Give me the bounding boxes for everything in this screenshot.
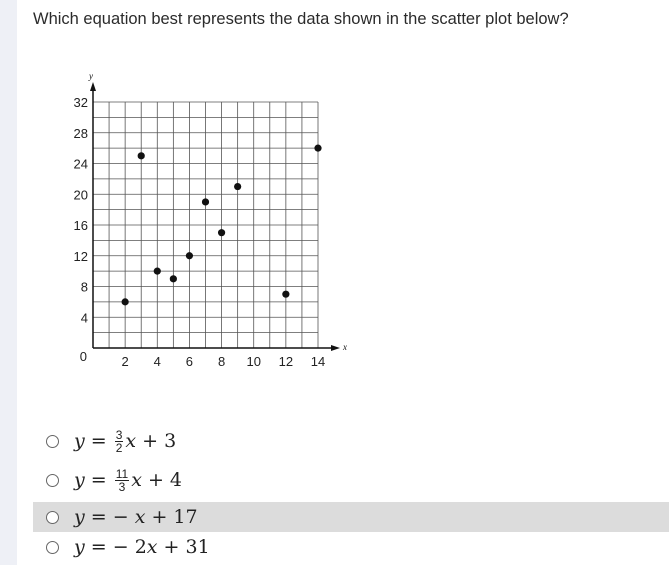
y-axis-label: y [89,71,93,81]
x-axis-label: x [343,342,347,352]
eq-variable: x [131,469,142,491]
y-tick-label: 4 [80,310,88,326]
radio-button[interactable] [46,511,59,524]
y-tick-label: 12 [73,248,88,264]
eq-variable: x [134,506,146,528]
equation [74,536,210,558]
eq-equals: = [84,430,113,452]
y-tick-label: 24 [73,156,88,172]
choice-4[interactable] [33,532,669,562]
eq-lhs: y [74,430,85,452]
choice-3[interactable] [33,502,669,532]
answer-choices [33,426,669,562]
x-tick-label: 4 [153,354,161,369]
data-point [314,145,321,152]
radio-button[interactable] [46,435,59,448]
y-tick-label: 32 [73,95,88,110]
y-tick-label: 28 [73,125,88,141]
y-tick-label: 20 [73,187,88,203]
fraction-numerator: 3 [115,427,123,442]
eq-lhs: y [74,506,85,528]
y-tick-label: 16 [73,218,88,233]
x-tick-label: 8 [217,354,226,369]
x-tick-label: 14 [310,354,326,369]
equation [74,506,198,528]
x-tick-label: 2 [121,354,129,369]
origin-label: 0 [79,349,87,364]
eq-variable: x [146,536,158,558]
data-point [234,183,241,190]
eq-lhs: y [74,536,85,558]
data-point [218,229,225,236]
x-tick-label: 12 [278,354,294,369]
eq-rest: + 4 [141,469,183,491]
data-point [122,298,129,305]
radio-button[interactable] [46,474,59,487]
fraction-denominator: 3 [118,479,126,494]
eq-rest: + 3 [136,430,177,452]
radio-button[interactable] [46,541,59,554]
equation [74,468,182,493]
eq-neg: − [112,506,135,528]
scatter-plot [60,70,360,380]
x-axis-arrow [331,345,340,351]
choice-2[interactable] [33,465,669,495]
x-tick-label: 6 [185,354,194,369]
eq-neg: − 2 [112,536,147,558]
question-text: Which equation best represents the data shown in the scatter plot below? [33,10,569,28]
eq-equals: = [84,536,113,558]
fraction [115,468,129,493]
left-sidebar-strip [0,0,17,565]
x-tick-label: 10 [246,354,261,369]
fraction-denominator: 2 [115,440,123,455]
eq-rest: + 31 [157,536,210,558]
eq-variable: x [125,430,137,452]
y-axis-arrow [90,82,96,91]
choice-1[interactable] [33,426,669,456]
eq-lhs: y [74,469,85,491]
eq-rest: + 17 [145,506,198,528]
fraction [115,429,124,454]
data-point [138,152,145,159]
data-point [154,268,161,275]
data-point [202,198,209,205]
fraction-numerator: 11 [115,466,129,481]
eq-equals: = [84,469,113,491]
data-point [170,275,177,282]
data-point [282,291,289,298]
eq-equals: = [84,506,113,528]
equation [74,429,176,454]
data-point [186,252,193,259]
y-tick-label: 8 [80,279,88,295]
